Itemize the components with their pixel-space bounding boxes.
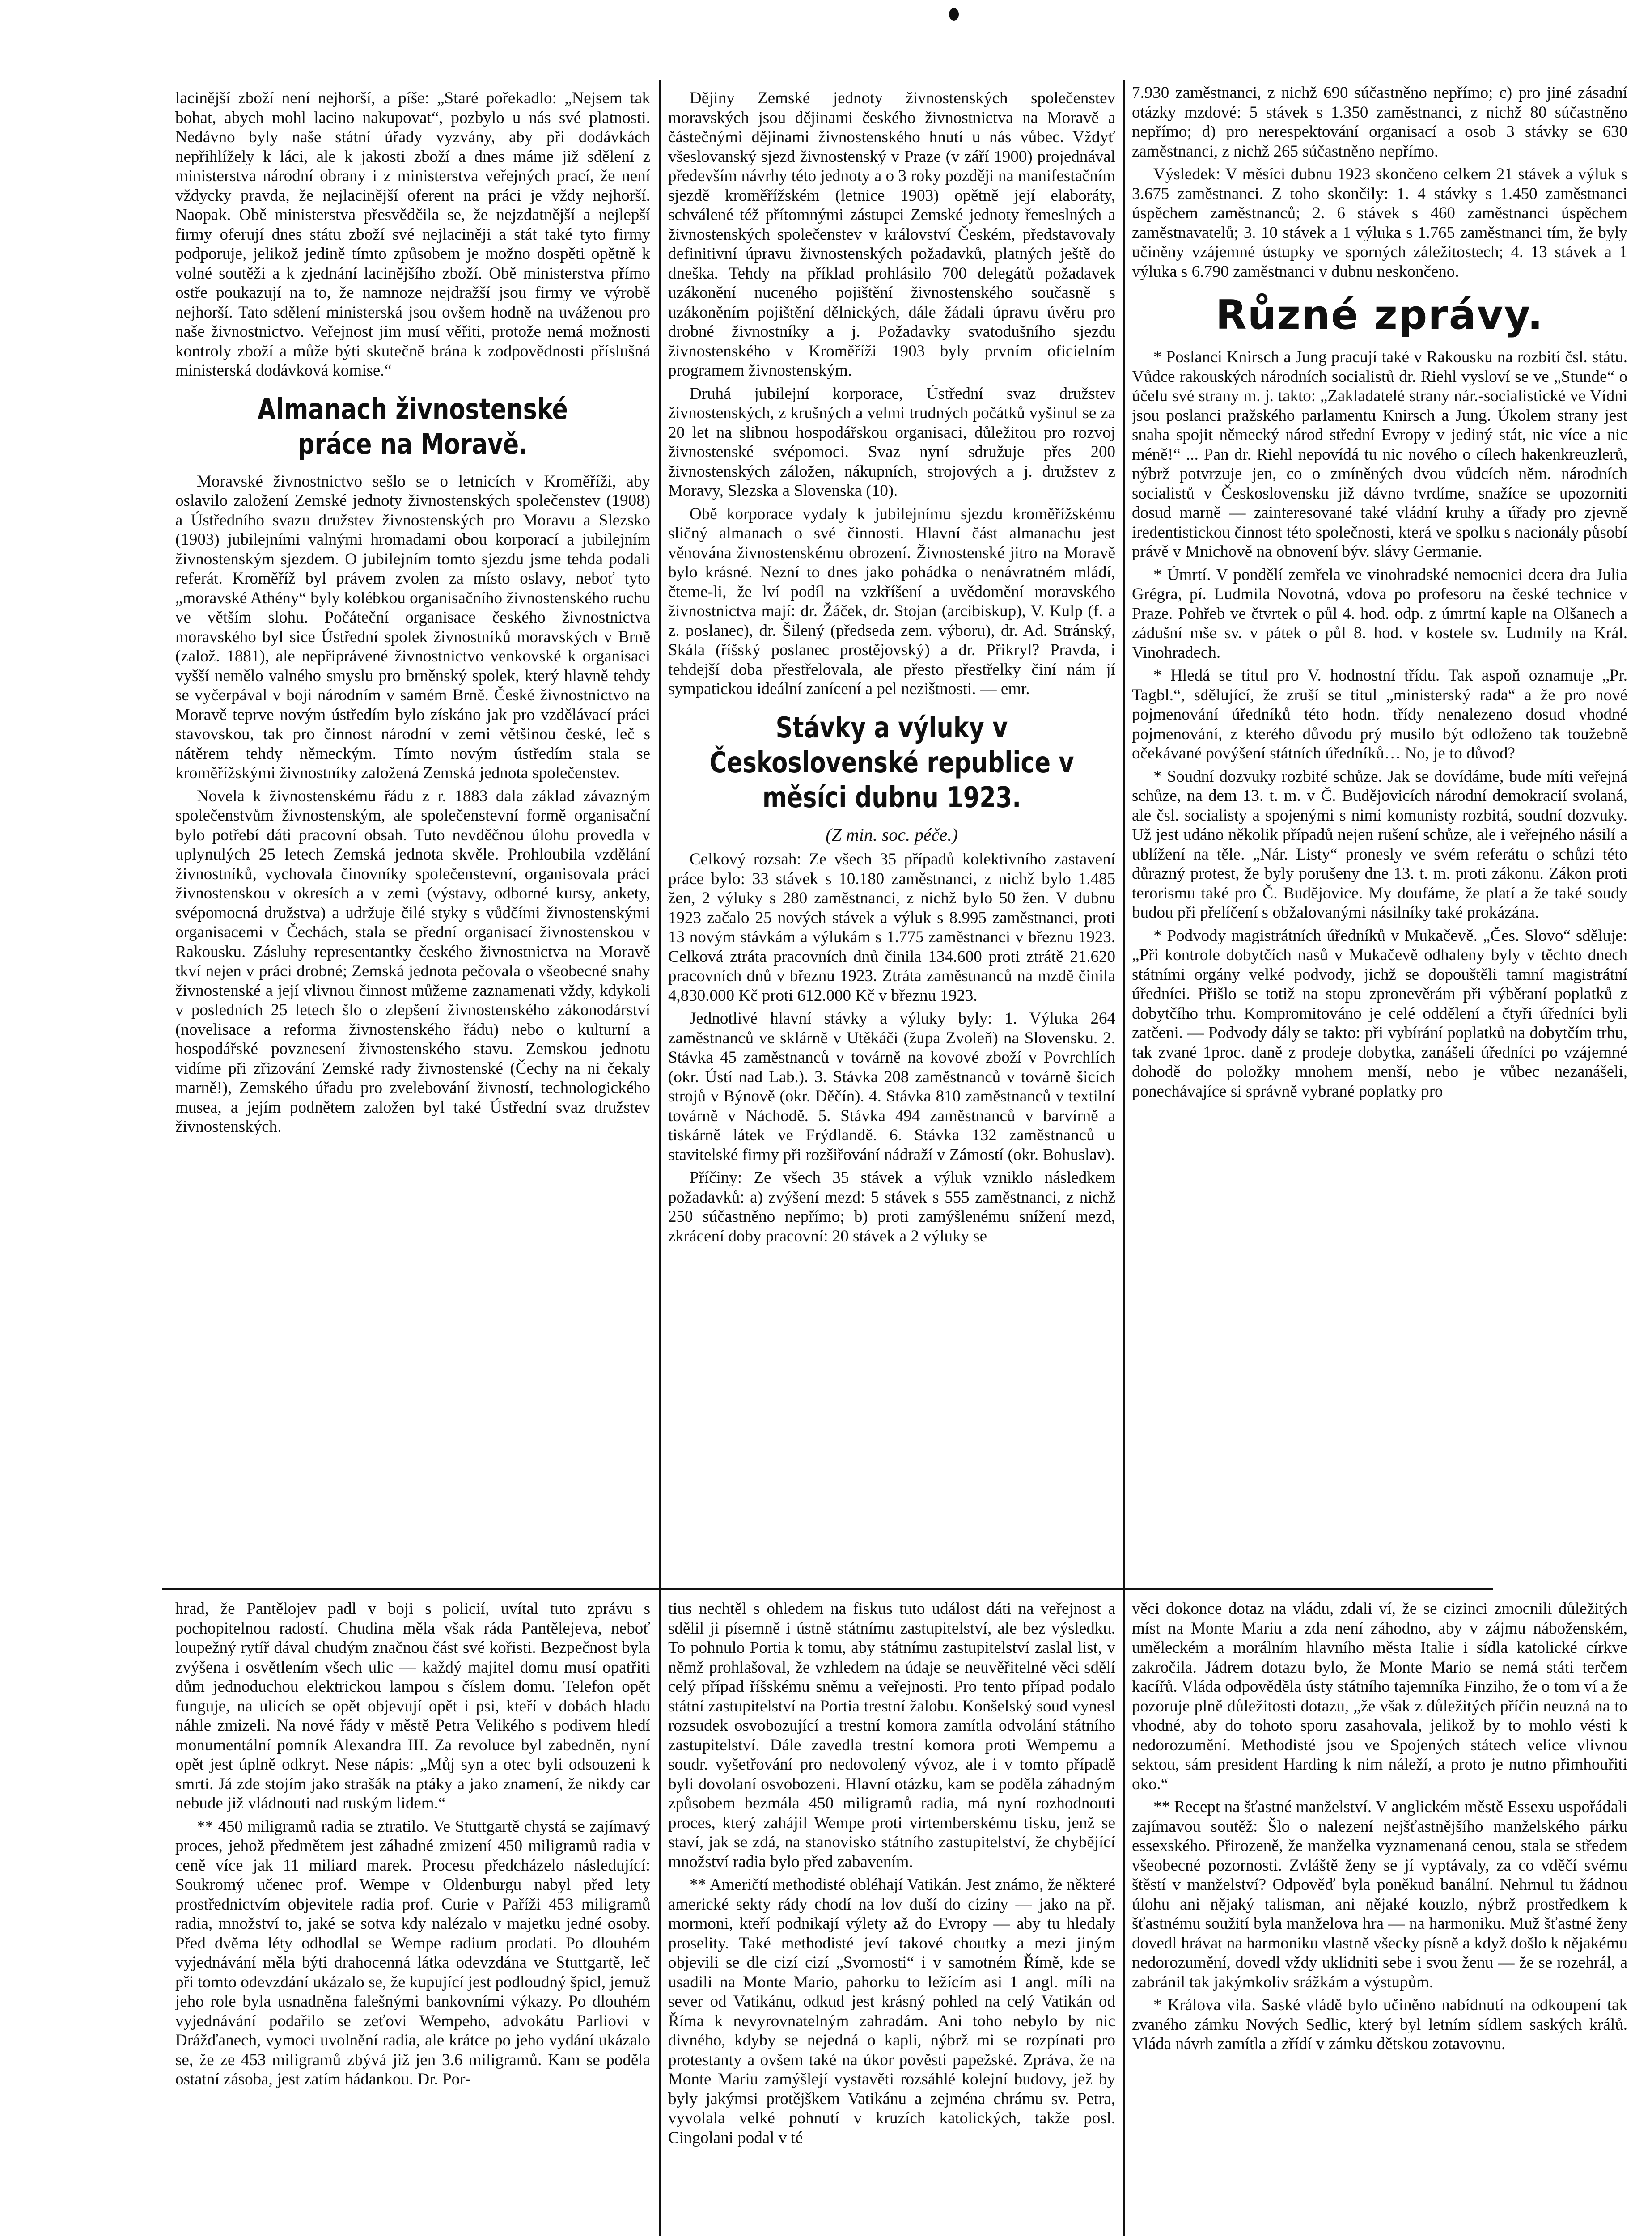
column-3-top [1132,83,1627,1579]
article-paragraph: Moravské živnostnictvo sešlo se o letnicích v Kroměříži, aby oslavilo založení Zemské jednoty živnostenských společenstev (1908) a Ústředního svazu družstev živnostenských pro Moravu a Slezsko (1903) jubilejními valnými hromadami obou korporací a jubilejním živnostenským sjezdem. O jubilejním tomto sjezdu jsme tehda podali referát. Kroměříž byl právem zvolen za místo oslavy, neboť tyto „moravské Athény“ byly kolébkou organisačního živnostenského ruchu ve větším slohu. Počáteční organisace českého živnostnictva moravského byl sice Ústřední spolek živnostníků moravských v Brně (založ. 1881), ale nepřiprávené živnostnictvo venkovské k organisaci vyšší nemělo valného smyslu pro brněnský spolek, který hlavně tehdy se vyčerpával v boji národním v samém Brně. České živnostnictvo na Moravě teprve novým ústředím bylo získáno jak pro vzdělávací práci stavovskou, tak pro činnost národní v zemi většinou české, leč s nátěrem tehdy německým. Tímto novým ústředím stala se kroměřížskými živnostníky založená Zemská jednota společenstev. [175,472,650,782]
news-item: * Poslanci Knirsch a Jung pracují také v Rakousku na rozbití čsl. státu. Vůdce rakouských národních socialistů dr. Riehl vysloví se ve „Stunde“ o účelu své strany m. j. takto: „Zakladatelé strany nár.-socialistické ve Vídni jsou poslanci pražského parlamentu Knirsch a Jung. Úkolem strany jest snaha spojit německý národ střední Evropy v jediný stát, nic více a nic méně!“ ... Pan dr. Riehl nepovídá tu nic nového o cílech hakenkreuzlerů, nýbrž potvrzuje jen, co o zmíněných dvou vůdcích něm. národních socialistů v Československu již dávno tvrdíme, snažíce se upozorniti dosud marně — zainteresované také vládní kruhy a úřady pro zjevně iredentistickou činnost této společnosti, která ve spolku s nacionály působí právě v Mnichově na obnovení býv. slávy Germanie. [1132,348,1627,561]
article-paragraph: lacinější zboží není nejhorší, a píše: „Staré pořekadlo: „Nejsem tak bohat, abych mohl lacino nakupovat“, pozbylo u nás své platnosti. Nedávno byly naše státní úřady vyzvány, aby při dodávkách nepřihlížely k láci, ale k jakosti zboží a dnes máme již sdělení z ministerstva národní obrany i z ministerstva veřejných prací, že není vždycky pravda, že nejlacinější oferent na práci je vždy nejhorší. Naopak. Obě ministerstva přesvědčila se, že nejzdatnější a nejlepší firmy oferují dnes státu zboží své nejlaciněji a stát také tyto firmy podporuje, jelikož jedině tímto způsobem je možno dospěti opětně k volné soutěži a k zjednání lacinějšího zboží. Obě ministerstva přímo ostře poukazují na to, že namnoze nejdražší jsou firmy ve výrobě nejhorší. Tato sdělení ministerská jsou ovšem hodně na uváženou pro naše živnostnictvo. Veřejnost jim musí věřiti, protože nemá možnosti kontroly zboží a může býti skutečně brána k zodpovědnosti příslušná ministerská dodávková komise.“ [175,89,650,380]
section-heading-ruzne-zpravy: Různé zprávy. [1216,292,1544,339]
news-item: * Králova vila. Saské vládě bylo učiněno nabídnutí na odkoupení tak zvaného zámku Nových Sedlic, který byl letním sídlem saských králů. Vláda návrh zamítla a zřídí v zámku dětskou zotavovnu. [1132,1996,1627,2053]
news-item: ** Recept na šťastné manželství. V anglickém městě Essexu uspořádali zajímavou soutěž: Šlo o nalezení nejšťastnějšího manželského párku essexského. Přirozeně, že manželka vyznamenaná cenou, stala se středem všeobecné pozornosti. Zvláště ženy se jí vyptávaly, za co vděčí svému štěstí v manželství? Odpověď byla poněkud banální. Nehrnul tu žádnou úlohu ani nějaký talisman, ani nějaké kouzlo, nýbrž prostředkem k šťastnému soužití byla manželova hra — na harmoniku. Muž šťastné ženy dovedl hrávat na harmoniku vlastně všecky písně a když došlo k nějakému nedorozumění, dovedl vždy uklidniti sebe i svou ženu — že se rozehrál, a zabránil tak jakýmkoliv srážkám a výstupům. [1132,1798,1627,1991]
column-2-bottom [668,1599,1115,2236]
news-item: * Podvody magistrátních úředníků v Mukačevě. „Čes. Slovo“ sděluje: „Při kontrole dobytčích nasů v Mukačevě odhaleny byly v těchto dnech státními orgány velké podvody, jichž se dopouštěli tamní magistrátní úředníci. Přišlo se totiž na stopu zpronevěrám při výběraní poplatků z dobytčího trhu. Kompromitováno je celé oddělení a čtyři úředníci byli zatčeni. — Podvody dály se takto: při vybírání poplatků na dobytčím trhu, tak zvané 1proc. daně z prodeje dobytka, zanášeli úředníci po vzájemné dohodě do položky mnohem menší, nebo je vůbec nezanášeli, ponechávajíce si správně vybrané poplatky pro [1132,926,1627,1101]
column-3-bottom [1132,1599,1627,2236]
news-item: * Hledá se titul pro V. hodnostní třídu. Tak aspoň oznamuje „Pr. Tagbl.“, sdělující, že zruší se titul „ministerský rada“ a že pro nové pojmenování úředníků této hodn. třídy nenalezeno dosud vhodné pojmenování, z kterého důvodu prý musilo být odloženo tak toužebně očekávané povýšení státních úředníků… No, je to důvod? [1132,666,1627,762]
article-paragraph: Obě korporace vydaly k jubilejnímu sjezdu kroměřížskému sličný almanach o své činnosti. Hlavní část almanachu jest věnována živnostenskému obrození. Živnostenské jitro na Moravě bylo krásné. Nezní to dnes jako pohádka o nenávratném mládí, čteme-li, že lví podíl na vzkříšení a uvědomění moravského živnostnictva mají: dr. Žáček, dr. Stojan (arcibiskup), V. Kulp (f. a z. poslanec), dr. Šilený (předseda zem. výboru), dr. Ad. Stránský, Skála (říšský poslanec prostějovský) a dr. Přikryl? Pravda, i tehdejší doba přestřelovala, ale přesto přestřelky činí nám jí sympatickou ideální zanícení a pel nezištnosti. — emr. [668,504,1115,698]
article-subheading: (Z min. soc. péče.) [826,824,958,845]
article-paragraph: Druhá jubilejní korporace, Ústřední svaz družstev živnostenských, z krušných a velmi trudných počátků vyšinul se za 20 let na slibnou hospodářskou organisaci, důležitou pro rozvoj živnostenské svépomoci. Svaz nyní sdružuje přes 200 živnostenských záložen, nákupních, strojových a j. družstev z Moravy, Slezska a Slovenska (10). [668,384,1115,500]
article-paragraph: Jednotlivé hlavní stávky a výluky byly: 1. Výluka 264 zaměstnanců ve sklárně v Utěkáči (župa Zvoleň) na Slovensku. 2. Stávka 45 zaměstnanců v továrně na kovové zboží v Povrchlích (okr. Ústí nad Lab.). 3. Stávka 208 zaměstnanců v továrně šicích strojů v Býnově (okr. Děčín). 4. Stávka 810 zaměstnanců v textilní továrně v Náchodě. 5. Stávka 494 zaměstnanců v barvírně a tiskárně látek ve Frýdlandě. 6. Stávka 132 zaměstnanců u stavitelské firmy při rozšiřování nádraží v Zámostí (okr. Bohuslav). [668,1009,1115,1164]
news-item: ** 450 miligramů radia se ztratilo. Ve Stuttgartě chystá se zajímavý proces, jehož předmětem jest záhadné zmizení 450 miligramů radia v ceně více jak 11 miliard marek. Procesu předcházelo následující: Soukromý učenec prof. Wempe v Oldenburgu nabyl před lety prostřednictvím objevitele radia prof. Curie v Paříži 453 miligramů radia, množství to, jaké se sotva kdy nalézalo v majetku jedné osoby. Před dvěma léty odhodlal se Wempe radium prodati. Po dlouhém vyjednávání měla býti drahocenná látka odevzdána ve Stuttgartě, leč při tomto odevzdání ukázalo se, že kupující jest podloudný špicl, jemuž jeho role byla usnadněna falešnými bankovními výkazy. Po dlouhém vyjednávání podařilo se zeťovi Wempeho, advokátu Parliovi v Drážďanech, vymoci uvolnění radia, ale krátce po jeho vydání ukázalo se, že ze 453 miligramů zbývá již jen 3.6 miligramů. Kam se poděla ostatní zásoba, jest zatím hádankou. Dr. Por- [175,1817,650,2088]
article-paragraph: Novela k živnostenskému řádu z r. 1883 dala základ závazným společenstvům živnostenským, ale společenstevní formě organisační bylo potřebí dáti pracovní obsah. Tuto nevděčnou úlohu provedla v uplynulých 25 letech Zemská jednota skvěle. Prohloubila vzdělání živnostníků, vychovala činovníky společenstevní, organisovala práci živnostenskou v okresích a v zemi (výstavy, odborné kursy, ankety, svépomocná družstva) a udržuje čilé styky s vůdčími živnostenskými organisacemi v Čechách, stala se přední organisací živnostenskou v Rakousku. Zásluhy representantky českého živnostnictva na Moravě tkví nejen v práci drobné; Zemská jednota pečovala o všeobecné snahy živnostenské a její vlivnou činnost můžeme zaznamenati vždy, kdykoli v posledních 25 letech šlo o zlepšení živnostenského zákonodárství (novelisace a reforma živnostenského řádu) nebo o kulturní a hospodářské povznesení živnostenského stavu. Zemskou jednotu vidíme při zřizování Zemské rady živnostenské (Čechy na ni čekaly marně!), Zemského úřadu pro zvelebování živností, technologického musea, a jejím podnětem založen byl také Ústřední svaz družstev živnostenských. [175,787,650,1136]
column-rule-1 [659,80,661,2236]
article-heading-almanach: Almanach živnostenské práce na Moravě. [258,393,568,461]
page-hole-mark [949,8,959,21]
news-item: tius nechtěl s ohledem na fiskus tuto událost dáti na veřejnost a sdělil ji písemně i ústně státnímu zastupitelství, ale bez výsledku. To pohnulo Portia k tomu, aby státnímu zastupitelství zaslal list, v němž prohlašoval, že vzhledem na údaje se neuvěřitelné věci sdělí celý případ říšskému sněmu a veřejnosti. Pro tento případ podalo státní zastupitelství na Portia trestní žalobu. Konšelský soud vynesl rozsudek osvobozující a trestní komora zamítla odvolání státního zastupitelství. Dále zavedla trestní komora proti Wempemu a soudr. vyšetřování pro nedovolený vývoz, ale i v tomto případě byli dovolaní osvobozeni. Hlavní otázku, kam se poděla záhadným způsobem bezmála 450 miligramů radia, má nyní rozhodnouti proces, který zahájil Wempe proti virtemberskému tisku, jenž se staví, jak se zdá, na stanovisko státního zastupitelství, že chybějící množství radia bylo před zabavením. [668,1600,1115,1871]
article-paragraph: 7.930 zaměstnanci, z nichž 690 súčastněno nepřímo; c) pro jiné zásadní otázky mzdové: 5 stávek s 1.350 zaměstnanci, z nichž 80 súčastněno nepřímo; d) pro nerespektování organisací a osob 3 stávky se 630 zaměstnanci, z nichž 265 súčastněno nepřímo. [1132,84,1627,161]
news-item: * Úmrtí. V pondělí zemřela ve vinohradské nemocnici dcera dra Julia Grégra, pí. Ludmila Novotná, vdova po profesoru na české technice v Praze. Pohřeb ve čtvrtek o půl 4. hod. odp. z úmrtní kaple na Olšanech a zádušní mše sv. v pátek o půl 8. hod. v kostele sv. Ludmily na Král. Vinohradech. [1132,565,1627,662]
article-heading-stavky: Stávky a výluky v Československé republice v měsíci dubnu 1923. [709,711,1074,814]
news-item: věci dokonce dotaz na vládu, zdali ví, že se cizinci zmocnili důležitých míst na Monte Mariu a zda není záhodno, aby v zájmu náboženském, uměleckém a morálním hlavního města Italie i sídla katolické církve zakročila. Jádrem dotazu bylo, že Monte Mario se nemá státi terčem kacířů. Vláda odpověděla ústy státního tajemníka Finziho, že o tom ví a že pozoruje plně důležitosti dotazu, „že však z důležitých příčin neuzná na to vhodné, aby do tohoto sporu zasahovala, jelikož by to mohlo vésti k nedorozumění. Methodisté jsou ve Spojených státech velice vlivnou sektou, sám president Harding k nim náleží, a proto je nutno přimhouřiti oko.“ [1132,1600,1627,1793]
article-paragraph: Výsledek: V měsíci dubnu 1923 skončeno celkem 21 stávek a výluk s 3.675 zaměstnanci. Z toho skončily: 1. 4 stávky s 1.450 zaměstnanci úspěchem zaměstnanců; 2. 6 stávek s 460 zaměstnanci úspěchem zaměstnavatelů; 3. 10 stávek a 1 výluka s 1.765 zaměstnanci tím, že byly učiněny vzájemné ústupky ve sporných záležitostech; 4. 13 stávek a 1 výluka s 6.790 zaměstnanci v dubnu neskončeno. [1132,165,1627,281]
column-2-top [668,89,1115,1579]
news-item: * Soudní dozvuky rozbité schůze. Jak se dovídáme, bude míti veřejná schůze, na dem 13. t. m. v Č. Budějovicích národní demokracií svolaná, ale čsl. socialisty a spojenými s nimi komunisty rozbitá, soudní dozvuky. Už jest udáno několik případů nejen rušení schůze, ale i veřejného násilí a ublížení na těle. „Nár. Listy“ pronesly ve svém referátu o schůzi této důrazný protest, že byly porušeny dne 13. t. m. proti zákonu. Zákon proti terorismu také pro Č. Budějovice. My doufáme, že platí a že také soudy budou při přelíčení s obžalovanými násilníky také prokázána. [1132,767,1627,922]
column-rule-2 [1123,80,1125,2236]
article-paragraph: Celkový rozsah: Ze všech 35 případů kolektivního zastavení práce bylo: 33 stávek s 10.180 zaměstnanci, z nichž bylo 1.485 žen, 2 výluky s 280 zaměstnanci, z nichž bylo 50 žen. V dubnu 1923 začalo 25 nových stávek a výluk s 8.995 zaměstnanci, proti 13 novým stávkám a výlukám s 1.775 zaměstnanci v březnu 1923. Celková ztráta pracovních dnů činila 134.600 proti ztrátě 21.620 pracovních dnů v březnu 1923. Ztráta zaměstnanců na mzdě činila 4,830.000 Kč proti 612.000 Kč v březnu 1923. [668,850,1115,1005]
article-paragraph: Příčiny: Ze všech 35 stávek a výluk vzniklo následkem požadavků: a) zvýšení mezd: 5 stávek s 555 zaměstnanci, z nichž 250 súčastněno nepřímo; b) proti zamýšlenému snížení mezd, zkrácení doby pracovní: 20 stávek a 2 výluky se [668,1169,1115,1245]
news-item: hrad, že Pantělojev padl v boji s policií, uvítal tuto zprávu s pochopitelnou radostí. Chudina měla však ráda Pantělejeva, neboť loupežný rytíř dával chudým značnou část své kořisti. Bezpečnost byla zvýšena i osvětlením všech ulic — každý majitel domu musí opatřiti dům jednoduchou elektrickou lampou s číslem domu. Telefon opět funguje, na ulicích se opět objevují opět i psi, kteří v dobách hladu náhle zmizeli. Na nové řády v městě Petra Velikého s podivem hledí monumentální pomník Alexandra III. Za revoluce byl zabedněn, nyní opět jest úplně odkryt. Nese nápis: „Můj syn a otec byli odsouzeni k smrti. Já zde stojím jako strašák na ptáky a jako znamení, že nikdy car nebude již vládnouti nad ruským lidem.“ [175,1600,650,1813]
column-1-bottom [175,1599,650,2236]
news-item: ** Američtí methodisté obléhají Vatikán. Jest známo, že některé americké sekty rády chodí na lov duší do ciziny — jako na př. mormoni, kteří podnikají výlety až do Evropy — aby tu hledaly proselity. Také methodisté jeví takové choutky a mezi jiným objevili se dle cizí cizí „Svornosti“ i v samotném Římě, kde se usadili na Monte Mario, pahorku to ležícím asi 1 angl. míli na sever od Vatikánu, odkud jest krásný pohled na celý Vatikán od Říma k nevyrovnatelným zahradám. Ani toho nebylo by nic divného, kdyby se nejedná o kapli, nýbrž mi se rozpínati pro protestanty a ovšem také na úkor pověsti papežské. Zpráva, že na Monte Mariu zamýšlejí vystavěti rozsáhlé kolejní budovy, jež by byly jakýmsi protějškem Vatikánu a zejména chrámu sv. Petra, vyvolala velké pohnutí v kruzích katolických, takže posl. Cingolani podal v té [668,1876,1115,2147]
article-paragraph: Dějiny Zemské jednoty živnostenských společenstev moravských jsou dějinami českého živnostnictva na Moravě a částečnými dějinami živnostenského hnutí u nás vůbec. Vždyť všeslovanský sjezd živnostenský v Praze (v září 1900) projednával především návrhy této jednoty a o 3 roky později na manifestačním sjezdě kroměřížském (letnice 1903) opětně její elaboráty, schválené též přítomnými zástupci Zemské jednoty řemeslných a živnostenských společenstev v království Českém, představovaly definitivní úpravu živnostenských požadavků, platných ještě do dneška. Tehdy na příklad prohlásilo 700 delegátů požadavek uzákonění nuceného pojištění živnostenského současně s uzákoněním pojištění dělnických, dále žádali úpravu úvěru pro drobné živnostníky a j. Požadavky svatodušního sjezdu živnostenského v Kroměříži 1903 byly prvním oficielním programem živnostenským. [668,89,1115,380]
column-1-top [175,89,650,1579]
section-divider [162,1588,1493,1590]
